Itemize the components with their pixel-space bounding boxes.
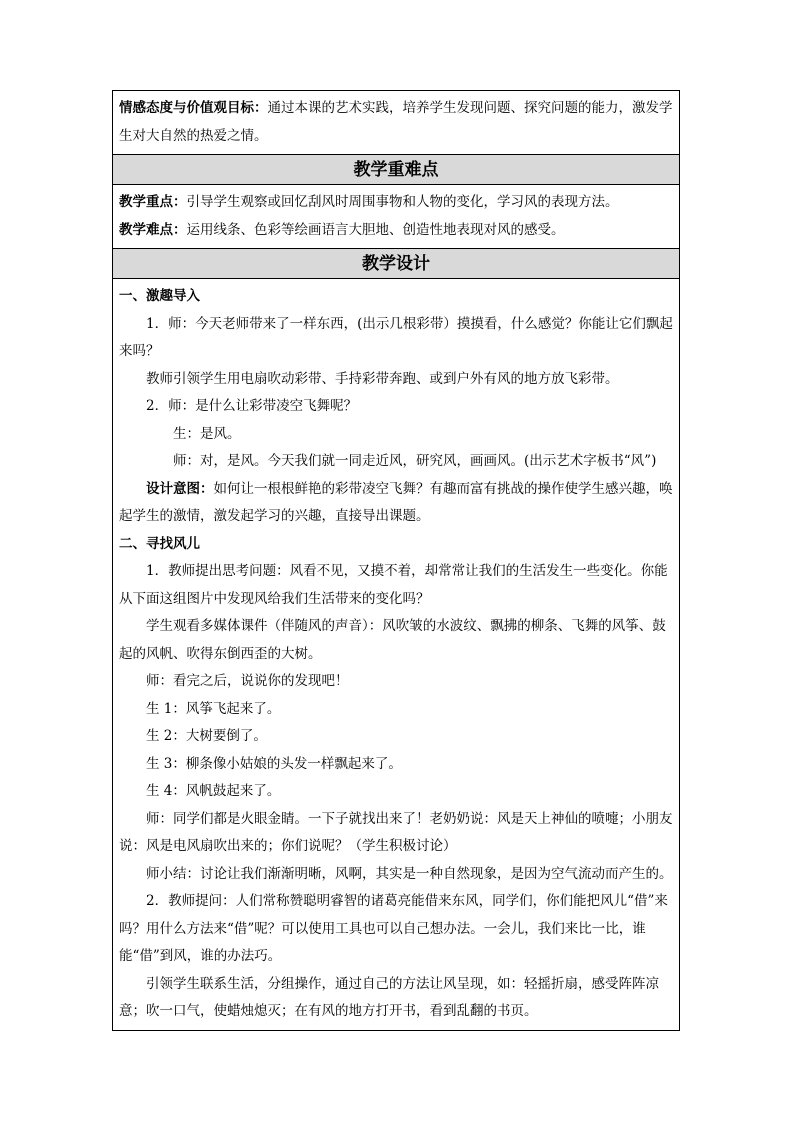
- s2-paragraph-11: 引领学生联系生活，分组操作，通过自己的方法让风呈现，如：轻摇折扇，感受阵阵凉意；吹一口气，使蜡烛熄灭；在有风的地方打开书，看到乱翻的书页。: [119, 975, 659, 1019]
- design-intent-label: 设计意图：: [146, 480, 214, 497]
- goals-cell: [113, 91, 679, 155]
- s2-paragraph-9: 师小结：讨论让我们渐渐明晰，风啊，其实是一种自然现象，是因为空气流动而产生的。: [146, 865, 673, 882]
- s2-paragraph-2: 学生观看多媒体课件（伴随风的声音）：风吹皱的水波纹、飘拂的柳条、飞舞的风筝、鼓起的风帆、吹得东倒西歪的大树。: [119, 618, 666, 662]
- design-intent-text: 如何让一根根鲜艳的彩带凌空飞舞？有趣而富有挑战的操作使学生感兴趣，唤起学生的激情，激发起学习的兴趣，直接导出课题。: [119, 480, 673, 524]
- s1-paragraph-2: 教师引领学生用电扇吹动彩带、手持彩带奔跑、或到户外有风的地方放飞彩带。: [146, 370, 619, 387]
- s2-paragraph-8: 师：同学们都是火眼金睛。一下子就找出来了！老奶奶说：风是天上神仙的喷嚏；小朋友说：风是电风扇吹出来的；你们说呢？（学生积极讨论）: [119, 810, 673, 854]
- key-points-cell: [113, 185, 679, 249]
- section-1-title: 一、激趣导入: [119, 288, 200, 304]
- s1-paragraph-1: 1．师：今天老师带来了一样东西，(出示几根彩带）摸摸看，什么感觉？你能让它们飘起来吗？: [119, 315, 673, 359]
- goals-text: 通过本课的艺术实践，培养学生发现问题、探究问题的能力，激发学生对大自然的热爱之情。: [119, 100, 673, 144]
- difficulty-paragraph: [119, 217, 673, 245]
- s2-paragraph-4: 生 1：风筝飞起来了。: [146, 700, 281, 717]
- difficulty-text: 运用线条、色彩等绘画语言大胆地、创造性地表现对风的感受。: [186, 221, 565, 238]
- focus-paragraph: [119, 189, 673, 217]
- difficulty-label: 教学难点：: [119, 221, 187, 238]
- s2-paragraph-10: 2．教师提问：人们常称赞聪明睿智的诸葛亮能借来东风，同学们，你们能把风儿“借”来吗？用什么方法来“借”呢？可以使用工具也可以自己想办法。一会儿，我们来比一比，谁能“借”到风，谁的办法巧。: [119, 893, 668, 964]
- key-points-header: 教学重难点: [113, 155, 679, 185]
- lesson-plan-table: [112, 90, 680, 1031]
- s2-paragraph-5: 生 2：大树要倒了。: [146, 728, 267, 744]
- focus-text: 引导学生观察或回忆刮风时周围事物和人物的变化，学习风的表现方法。: [186, 194, 619, 210]
- design-cell: [113, 279, 679, 1030]
- s2-paragraph-6: 生 3：柳条像小姑娘的头发一样飘起来了。: [146, 755, 402, 772]
- goals-paragraph: [119, 95, 673, 150]
- focus-label: 教学重点：: [119, 194, 187, 210]
- s2-paragraph-3: 师：看完之后，说说你的发现吧！: [146, 673, 349, 689]
- section-2-title: 二、寻找风儿: [119, 535, 200, 552]
- goals-label: 情感态度与价值观目标：: [119, 100, 268, 116]
- s2-paragraph-1: 1．教师提出思考问题：风看不见，又摸不着，却常常让我们的生活发生一些变化。你能从下面这组图片中发现风给我们生活带来的变化吗？: [119, 563, 668, 607]
- s1-paragraph-3: 2．师：是什么让彩带凌空飞舞呢？: [146, 398, 358, 414]
- s2-paragraph-7: 生 4：风帆鼓起来了。: [146, 783, 281, 799]
- s1-paragraph-4: 生：是风。: [173, 425, 241, 442]
- s1-paragraph-5: 师：对，是风。今天我们就一同走近风，研究风，画画风。(出示艺术字板书“风”): [173, 453, 657, 469]
- s1-design-intent: [119, 476, 673, 531]
- design-header: 教学设计: [113, 249, 679, 279]
